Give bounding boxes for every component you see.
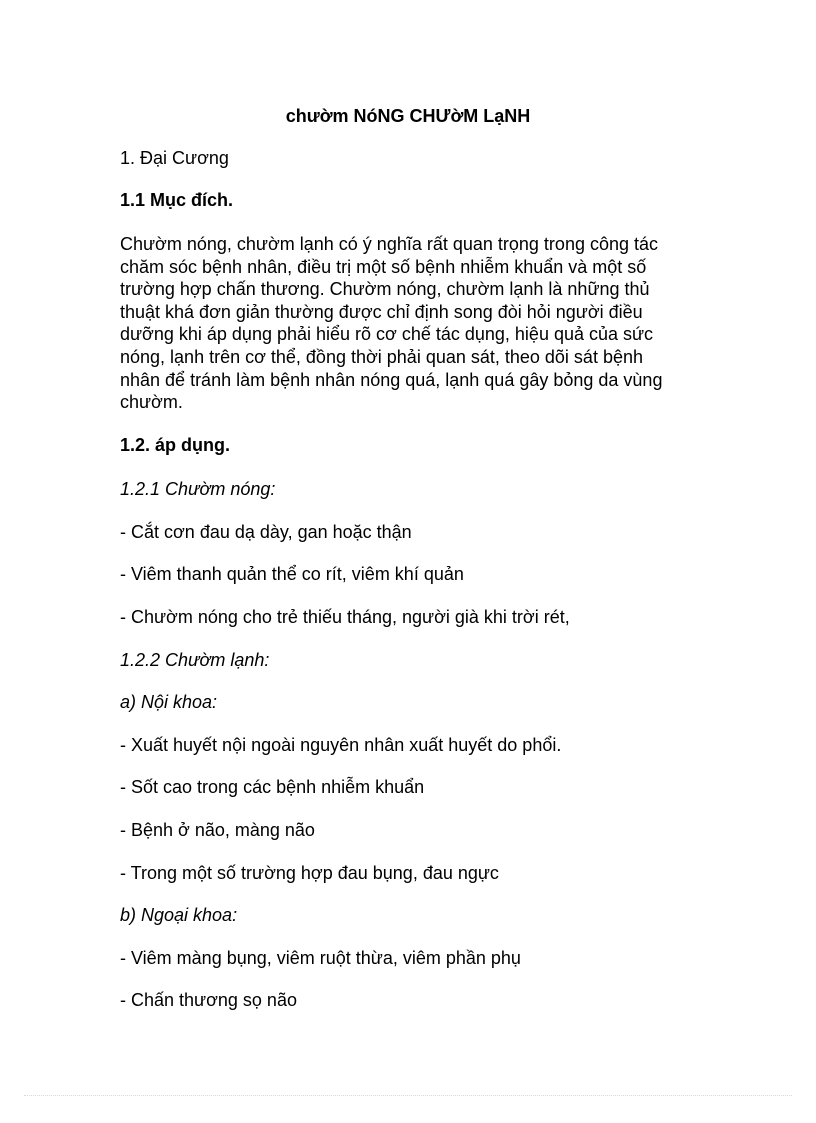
category-heading-surgery: b) Ngoại khoa: [120, 905, 238, 925]
list-item: - Xuất huyết nội ngoài nguyên nhân xuất huyết do phổi. [120, 735, 562, 755]
section-heading-purpose: 1.1 Mục đích. [120, 190, 234, 210]
list-item: - Cắt cơn đau dạ dày, gan hoặc thận [120, 522, 412, 542]
purpose-paragraph [120, 233, 700, 414]
paragraph-line: dưỡng khi áp dụng phải hiểu rõ cơ chế tác dụng, hiệu quả của sức [120, 324, 654, 345]
list-item: - Trong một số trường hợp đau bụng, đau ngực [120, 863, 499, 883]
list-item: - Viêm thanh quản thể co rít, viêm khí quản [120, 564, 464, 584]
paragraph-line: chăm sóc bệnh nhân, điều trị một số bệnh nhiễm khuẩn và một số [120, 256, 647, 277]
section-heading-general: 1. Đại Cương [120, 148, 229, 168]
paragraph-line: thuật khá đơn giản thường được chỉ định song đòi hỏi người điều [120, 301, 643, 322]
paragraph-line: chườm. [120, 392, 183, 413]
subsection-heading-cold-compress: 1.2.2 Chườm lạnh: [120, 650, 270, 670]
category-heading-internal-medicine: a) Nội khoa: [120, 692, 218, 712]
document-title: chườm NóNG CHƯờM LạNH [285, 106, 531, 126]
paragraph-line: trường hợp chấn thương. Chườm nóng, chườm lạnh là những thủ [120, 279, 650, 300]
list-item: - Sốt cao trong các bệnh nhiễm khuẩn [120, 777, 425, 797]
section-heading-application: 1.2. áp dụng. [120, 435, 231, 455]
list-item: - Chấn thương sọ não [120, 990, 297, 1010]
list-item: - Bệnh ở não, màng não [120, 820, 315, 840]
subsection-heading-hot-compress: 1.2.1 Chườm nóng: [120, 479, 276, 499]
list-item: - Chườm nóng cho trẻ thiếu tháng, người già khi trời rét, [120, 607, 570, 627]
list-item: - Viêm màng bụng, viêm ruột thừa, viêm phần phụ [120, 948, 521, 968]
paragraph-line: nóng, lạnh trên cơ thể, đồng thời phải quan sát, theo dõi sát bệnh [120, 346, 643, 367]
paragraph-line: Chườm nóng, chườm lạnh có ý nghĩa rất quan trọng trong công tác [120, 234, 659, 254]
paragraph-line: nhân để tránh làm bệnh nhân nóng quá, lạnh quá gây bỏng da vùng [120, 369, 663, 390]
footer-divider [24, 1095, 792, 1096]
